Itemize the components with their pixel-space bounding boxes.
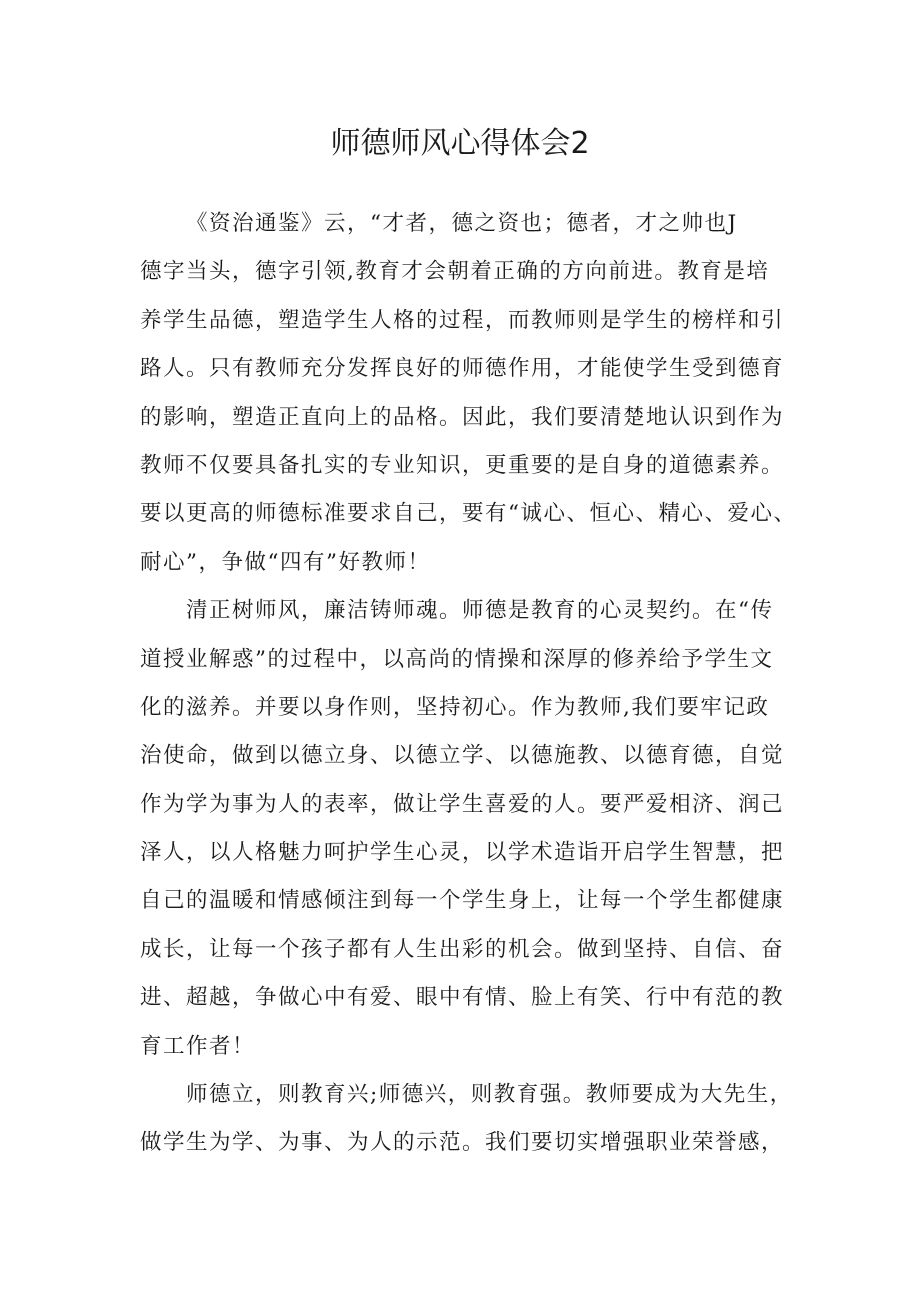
- paragraph-1-line-2: 德字当头，德字引领,教育才会朝着正确的方向前进。教育是培: [140, 259, 770, 285]
- paragraph-1-line-6: 教师不仅要具备扎实的专业知识，更重要的是自身的道德素养。: [140, 452, 785, 478]
- paragraph-1-line-7: 要以更高的师德标准要求自己，要有“诚心、恒心、精心、爱心、: [140, 501, 797, 527]
- paragraph-1-line-3: 养学生品德，塑造学生人格的过程，而教师则是学生的榜样和引: [140, 307, 785, 333]
- paragraph-1-line-5: 的影响，塑造正直向上的品格。因此，我们要清楚地认识到作为: [140, 404, 785, 430]
- paragraph-2-line-4: 治使命，做到以德立身、以德立学、以德施教、以德育德，自觉: [140, 743, 785, 769]
- paragraph-1-line-1: 《资治通鉴》云，“才者，德之资也；德者，才之帅也J: [186, 211, 738, 236]
- paragraph-3-line-2: 做学生为学、为事、为人的示范。我们要切实增强职业荣誉感，: [140, 1130, 785, 1156]
- paragraph-2-line-1: 清正树师风，廉洁铸师魂。师德是教育的心灵契约。在“传: [186, 598, 774, 624]
- document-title: 师德师风心得体会2: [330, 126, 590, 161]
- paragraph-2-line-2: 道授业解惑”的过程中，以高尚的情操和深厚的修养给予学生文: [140, 646, 774, 672]
- paragraph-3-line-1: 师德立，则教育兴;师德兴，则教育强。教师要成为大先生，: [186, 1082, 793, 1108]
- paragraph-1-line-8: 耐心”，争做“四有”好教师！: [140, 549, 431, 575]
- paragraph-1-line-4: 路人。只有教师充分发挥良好的师德作用，才能使学生受到德育: [140, 356, 785, 382]
- paragraph-2-line-9: 进、超越，争做心中有爱、眼中有情、脸上有笑、行中有范的教: [140, 985, 785, 1011]
- paragraph-2-line-8: 成长，让每一个孩子都有人生出彩的机会。做到坚持、自信、奋: [140, 936, 785, 962]
- paragraph-2-line-5: 作为学为事为人的表率，做让学生喜爱的人。要严爱相济、润己: [140, 791, 785, 817]
- paragraph-2-line-7: 自己的温暖和情感倾注到每一个学生身上，让每一个学生都健康: [140, 888, 785, 914]
- paragraph-2-line-3: 化的滋养。并要以身作则，坚持初心。作为教师,我们要牢记政: [140, 694, 770, 720]
- document-body: [140, 200, 797, 1168]
- paragraph-2-line-6: 泽人，以人格魅力呵护学生心灵，以学术造诣开启学生智慧，把: [140, 840, 785, 866]
- paragraph-2-line-10: 育工作者！: [140, 1033, 256, 1059]
